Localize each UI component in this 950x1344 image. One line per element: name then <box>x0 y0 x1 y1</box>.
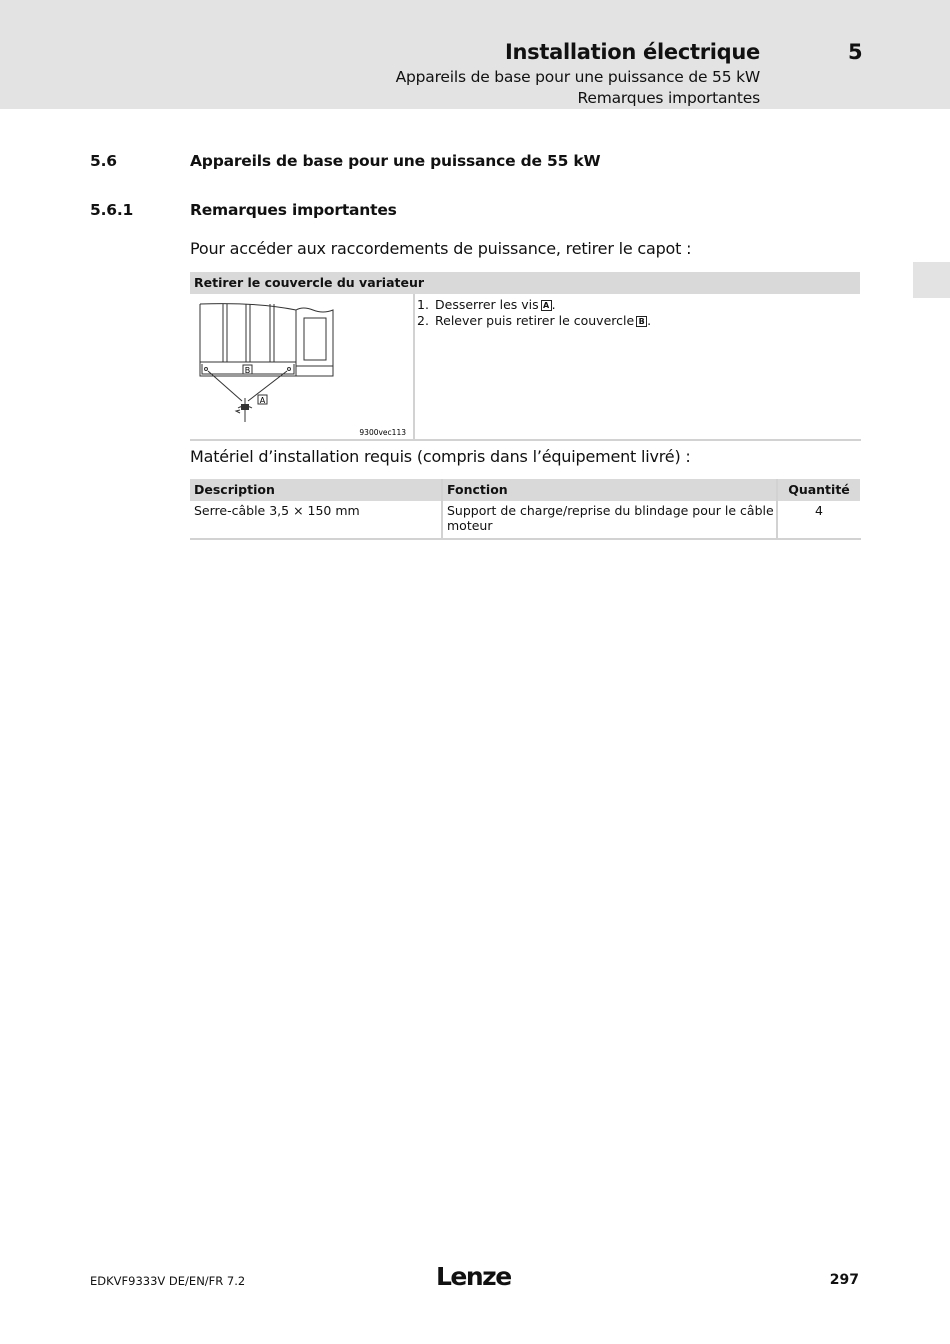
column-header-quantity: Quantité <box>778 479 860 501</box>
section-heading-5-6-1 <box>90 201 790 223</box>
material-table <box>190 479 861 540</box>
section-heading-5-6 <box>90 152 790 174</box>
step-item <box>417 313 651 329</box>
footer-doc-code: EDKVF9333V DE/EN/FR 7.2 <box>90 1274 246 1288</box>
step-list <box>417 297 651 329</box>
intro-paragraph: Pour accéder aux raccordements de puissance, retirer le capot : <box>190 239 692 258</box>
page-number: 297 <box>829 1272 859 1288</box>
label-b <box>243 365 252 375</box>
column-header-description: Description <box>190 479 441 501</box>
header-band <box>0 0 950 109</box>
table-cell-quantity: 4 <box>815 503 823 518</box>
drive-cover-diagram <box>198 298 410 438</box>
step-item <box>417 297 651 313</box>
section-number: 5.6.1 <box>90 201 134 219</box>
section-title: Appareils de base pour une puissance de 55 kW <box>190 152 601 170</box>
step-text: Desserrer les vis <box>435 297 539 312</box>
column-divider <box>413 294 415 439</box>
step-text: Relever puis retirer le couvercle <box>435 313 635 328</box>
step-end: . <box>647 313 652 328</box>
figure-table <box>190 272 861 441</box>
label-a-text: A <box>259 396 266 405</box>
section-number: 5.6 <box>90 152 117 170</box>
column-header-function: Fonction <box>443 479 776 501</box>
figure-table-header: Retirer le couvercle du variateur <box>190 272 860 294</box>
step-number: 1. <box>417 297 429 312</box>
chapter-title: Installation électrique <box>504 40 760 64</box>
label-b-text: B <box>244 366 251 375</box>
label-a <box>258 395 267 405</box>
step-ref-label: B <box>636 316 647 327</box>
chapter-number: 5 <box>848 40 863 64</box>
lenze-logo: Lenze <box>436 1262 511 1291</box>
step-end: . <box>551 297 556 312</box>
table-cell-function: Support de charge/reprise du blindage pour le câble moteur <box>447 503 774 533</box>
step-ref-label: A <box>541 300 552 311</box>
step-number: 2. <box>417 313 429 328</box>
table-cell-description: Serre-câble 3,5 × 150 mm <box>194 503 360 518</box>
header-subtitle-2: Remarques importantes <box>577 89 760 107</box>
section-title: Remarques importantes <box>190 201 397 219</box>
figure-code: 9300vec113 <box>359 428 406 437</box>
chapter-side-tab <box>913 262 950 298</box>
header-subtitle-1: Appareils de base pour une puissance de 55 kW <box>395 68 760 86</box>
material-intro: Matériel d’installation requis (compris dans l’équipement livré) : <box>190 447 691 466</box>
